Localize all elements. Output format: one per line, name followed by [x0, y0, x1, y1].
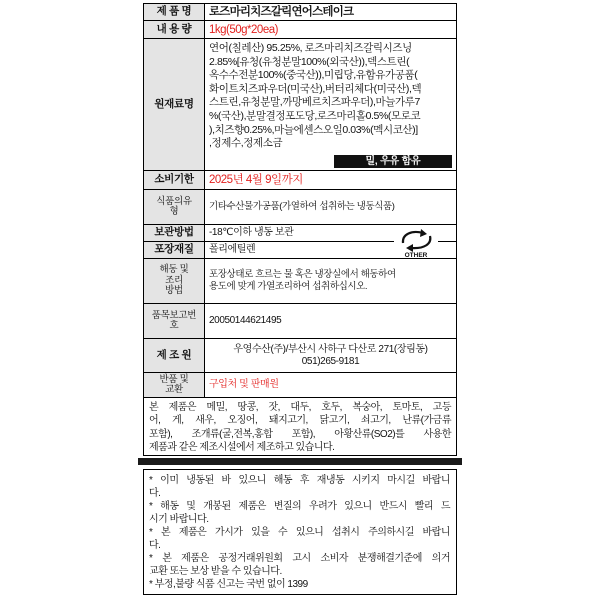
row-food-type — [144, 190, 456, 225]
recycle-icon — [394, 226, 438, 258]
recycle-arrowhead-upper — [420, 229, 427, 237]
row-cross-contamination-notice — [144, 398, 456, 455]
food-type-label-line: 형 — [169, 206, 179, 217]
product-name-cell — [205, 4, 456, 20]
product-name-label: 제 품 명 — [144, 4, 205, 20]
report-number-label-line: 호 — [169, 320, 179, 331]
recycle-icon-graphic — [394, 226, 438, 258]
food-type-label — [144, 190, 205, 224]
net-content-value: 1kg(50g*20ea) — [209, 23, 278, 36]
thawing-cooking-line: 포장상태로 흐르는 물 혹은 냉장실에서 해동하여 — [209, 269, 396, 280]
net-content-label: 내 용 량 — [144, 21, 205, 38]
storage-value: -18℃이하 냉동 보관 — [209, 227, 294, 238]
thawing-cooking-label-line: 해동 및 — [159, 264, 189, 276]
report-number-value: 20050144621495 — [209, 315, 282, 326]
ingredients-label: 원재료명 — [144, 39, 205, 170]
ingredients-line: 2.85%[유청(유청분말100%(외국산)),덱스트린( — [209, 55, 410, 68]
recycle-arrow-lower — [411, 236, 430, 248]
manufacturer-address: 우영수산(주)/부산시 사하구 다산로 271(장림동) — [233, 343, 428, 355]
manufacturer-label: 제 조 원 — [144, 339, 205, 372]
thawing-cooking-line: 용도에 맞게 가열조리하여 섭취하십시오. — [209, 281, 368, 292]
separator-bar — [138, 458, 462, 465]
row-report-number — [144, 304, 456, 339]
row-ingredients — [144, 39, 456, 171]
cross-contamination-line: 제품과 같은 제조시설에서 제조하고 있습니다. — [149, 441, 335, 453]
ingredients-line: 옥수수전분100%(중국산)),미립당,유함유가공품( — [209, 69, 418, 82]
notice-line: * 본 제품은 가시가 있을 수 있으니 섭취시 주의하시길 바랍니 — [149, 527, 450, 538]
ingredients-line: 연어(칠레산) 95.25%, 로즈마리치즈갈릭시즈닝 — [209, 42, 412, 54]
ingredients-line: %(국산),분말결정포도당,로즈마리홀0.5%(모로코 — [209, 109, 421, 122]
notice-line: * 부정,불량 식품 신고는 국번 없이 1399 — [149, 579, 308, 590]
notice-line: 시기 바랍니다. — [149, 514, 209, 525]
recycle-arrow-upper — [403, 232, 423, 243]
ingredients-line: ),치즈향0.25%,마늘에센스오일0.03%(멕시코산)] — [209, 123, 418, 136]
product-name-value: 로즈마리치즈갈릭연어스테이크 — [209, 6, 354, 18]
manufacturer-cell — [205, 339, 456, 372]
thawing-cooking-cell — [205, 259, 456, 303]
report-number-label — [144, 304, 205, 338]
row-thawing-cooking — [144, 259, 456, 304]
manufacturer-phone: 051)265-9181 — [301, 355, 360, 367]
row-expiry — [144, 171, 456, 190]
food-type-label-line: 식품의유 — [156, 195, 192, 207]
row-product-name — [144, 4, 456, 21]
returns-label-line: 교환 — [165, 384, 183, 395]
notice-line: * 해동 및 개봉된 제품은 변질의 우려가 있으니 반드시 빨리 드 — [149, 501, 450, 512]
returns-label-line: 반품 및 — [159, 373, 189, 385]
ingredients-line: ,정제수,정제소금 — [209, 137, 283, 150]
thawing-cooking-label-line: 방법 — [165, 285, 183, 297]
packaging-value: 폴리에틸렌 — [209, 244, 256, 255]
recycle-material-text: OTHER — [404, 252, 428, 258]
net-content-cell — [205, 21, 456, 38]
returns-label — [144, 373, 205, 397]
notice-line: 다. — [149, 540, 161, 551]
row-manufacturer — [144, 339, 456, 373]
report-number-label-line: 품목보고번 — [151, 309, 197, 321]
notice-line: * 이미 냉동된 바 있으니 해동 후 재냉동 시키지 마시길 바랍니 — [149, 475, 450, 486]
row-returns — [144, 373, 456, 398]
allergen-badge: 밀, 우유 함유 — [334, 155, 452, 168]
expiry-label: 소비기한 — [144, 171, 205, 189]
report-number-cell — [205, 304, 456, 338]
consumer-notice-box — [143, 469, 457, 595]
expiry-cell — [205, 171, 456, 189]
returns-cell — [205, 373, 456, 397]
ingredients-cell — [205, 39, 456, 170]
thawing-cooking-label-line: 조리 — [165, 274, 183, 286]
ingredients-line: 스트린,유청분말,까망베르치즈파우더),마늘가루7 — [209, 96, 420, 109]
cross-contamination-line: 본 제품은 메밀, 땅콩, 잣, 대두, 호두, 복숭아, 토마토, 고등 — [149, 402, 451, 413]
notice-line: 교환 또는 보상 받을 수 있습니다. — [149, 566, 282, 577]
cross-contamination-line: 어, 게, 새우, 오징어, 돼지고기, 닭고기, 쇠고기, 난류(가금류 — [149, 415, 451, 427]
returns-value: 구입처 및 판매원 — [209, 379, 279, 390]
recycle-arrowhead-lower — [406, 244, 413, 252]
ingredients-line: 화이트치즈파우더(미국산),버터리체다(미국산),덱 — [209, 82, 422, 95]
thawing-cooking-label — [144, 259, 205, 303]
product-info-table — [143, 3, 457, 456]
notice-line: * 본 제품은 공정거래위원회 고시 소비자 분쟁해결기준에 의거 — [149, 553, 450, 564]
food-type-cell — [205, 190, 456, 224]
food-type-value: 기타수산물가공품(가열하여 섭취하는 냉동식품) — [209, 201, 395, 212]
packaging-label: 포장재질 — [144, 242, 205, 258]
cross-contamination-line: 포함), 조개류(굴,전복,홍합 포함), 아황산류(SO2)를 사용한 — [149, 428, 451, 440]
storage-label: 보관방법 — [144, 225, 205, 241]
notice-line: 다. — [149, 488, 161, 499]
row-net-content — [144, 21, 456, 39]
expiry-value: 2025년 4월 9일까지 — [209, 174, 303, 186]
